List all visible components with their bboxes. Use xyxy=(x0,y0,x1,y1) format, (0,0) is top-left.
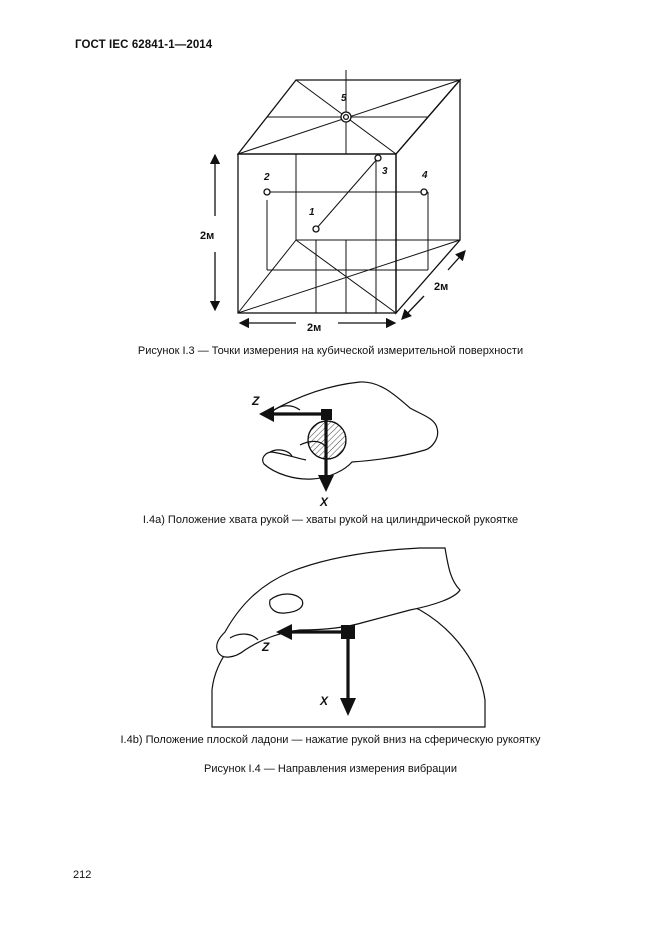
point-label-4: 4 xyxy=(422,170,428,181)
measurement-point-4 xyxy=(421,189,427,195)
point-label-3: 3 xyxy=(382,166,388,177)
point-label-1: 1 xyxy=(309,207,315,218)
measurement-point-2 xyxy=(264,189,270,195)
standard-header: ГОСТ IEC 62841-1—2014 xyxy=(75,39,213,51)
figure-i4-caption: Рисунок I.4 — Направления измерения вибрации xyxy=(204,763,457,775)
dimension-width-label: 2м xyxy=(307,322,322,334)
hand-outline xyxy=(217,548,460,657)
figure-i4a-caption: I.4a) Положение хвата рукой — хваты рукой на цилиндрической рукоятке xyxy=(142,514,519,526)
vibration-axes xyxy=(276,624,356,716)
page-number: 212 xyxy=(73,869,92,881)
cylindrical-grip-figure xyxy=(240,375,450,510)
axis-z-label-b: Z xyxy=(262,640,270,654)
point-label-5: 5 xyxy=(341,93,347,104)
measurement-point-1 xyxy=(313,226,319,232)
dimension-height-label: 2м xyxy=(200,230,215,242)
figure-i3-caption: Рисунок I.3 — Точки измерения на кубической измерительной поверхности xyxy=(137,345,524,357)
cube-measurement-figure xyxy=(190,62,480,342)
figure-i4b-caption: I.4b) Положение плоской ладони — нажатие рукой вниз на сферическую рукоятку xyxy=(120,734,541,746)
point-label-2: 2 xyxy=(264,172,270,183)
measurement-point-3 xyxy=(375,155,381,161)
axis-z-label-a: Z xyxy=(252,394,260,408)
axis-x-label-a: X xyxy=(320,495,329,509)
spherical-grip-figure xyxy=(205,540,495,730)
dimension-depth-label: 2м xyxy=(434,281,449,293)
hand-outline xyxy=(263,382,438,479)
axis-x-label-b: X xyxy=(320,694,329,708)
